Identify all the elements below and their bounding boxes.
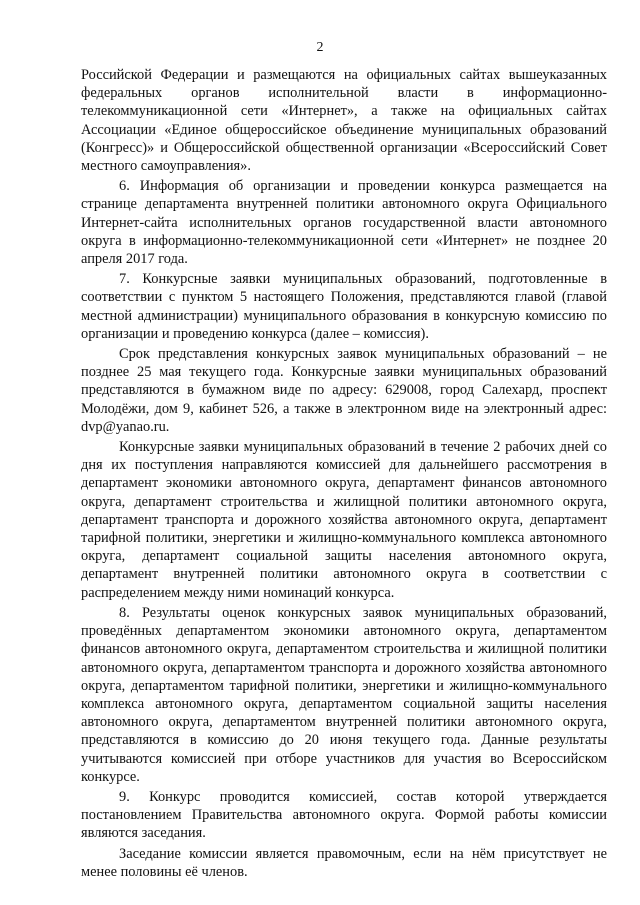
paragraph-continuation: Российской Федерации и размещаются на официальных сайтах вышеуказанных федеральных органов исполнительной власти в информационно-телекоммуникационной сети «Интернет», а также на официальных сайтах Ассоциации «Единое общероссийское объединение муниципальных образований (Конгресс)» и Общероссийской общественной организации «Всероссийский Совет местного самоуправления». bbox=[81, 67, 607, 175]
document-body bbox=[81, 66, 607, 881]
paragraph-7-submission: 7. Конкурсные заявки муниципальных образований, подготовленные в соответствии с пунктом 5 настоящего Положения, представляются главой (главой местной администрации) муниципального образования в конкурсную комиссию по организации и проведению конкурса (далее – комиссия). bbox=[81, 271, 607, 342]
paragraph-9-commission: 9. Конкурс проводится комиссией, состав которой утверждается постановлением Правительства автономного округа. Формой работы комиссии являются заседания. bbox=[81, 788, 607, 842]
paragraph-distribution: Конкурсные заявки муниципальных образований в течение 2 рабочих дней со дня их поступления направляются комиссией для дальнейшего рассмотрения в департамент экономики автономного округа, департамент финансов автономного округа, департамент строительства и жилищной политики автономного округа, департамент транспорта и дорожного хозяйства автономного округа, департамент тарифной политики, энергетики и жилищно-коммунального комплекса автономного округа, департамент социальной защиты населения автономного округа, департамент внутренней политики автономного округа в соответствии с распределением между ними номинаций конкурса. bbox=[81, 439, 607, 601]
page-number: 2 bbox=[316, 40, 324, 55]
paragraph-deadline: Срок представления конкурсных заявок муниципальных образований – не позднее 25 мая текущего года. Конкурсные заявки муниципальных образований представляются в бумажном виде по адресу: 629008, город Салехард, проспект Молодёжи, дом 9, кабинет 526, а также в электронном виде на электронный адрес: dvp@yanao.ru. bbox=[81, 346, 607, 435]
paragraph-6-publication: 6. Информация об организации и проведении конкурса размещается на странице департамента внутренней политики автономного округа Официального Интернет-сайта исполнительных органов государственной власти автономного округа в информационно-телекоммуникационной сети «Интернет» не позднее 20 апреля 2017 года. bbox=[81, 178, 607, 268]
paragraph-quorum: Заседание комиссии является правомочным, если на нём присутствует не менее половины её членов. bbox=[81, 845, 607, 880]
paragraph-8-evaluation: 8. Результаты оценок конкурсных заявок муниципальных образований, проведённых департаментом экономики автономного округа, департаментом финансов автономного округа, департаментом строительства и жилищной политики автономного округа, департаментом транспорта и дорожного хозяйства автономного округа, департаментом тарифной политики, энергетики и жилищно-коммунального комплекса автономного округа, департаментом социальной защиты населения автономного округа, департаментом внутренней политики автономного округа, представляются в комиссию до 20 июня текущего года. Данные результаты учитываются комиссией при отборе участников для участия во Всероссийском конкурсе. bbox=[81, 604, 607, 785]
